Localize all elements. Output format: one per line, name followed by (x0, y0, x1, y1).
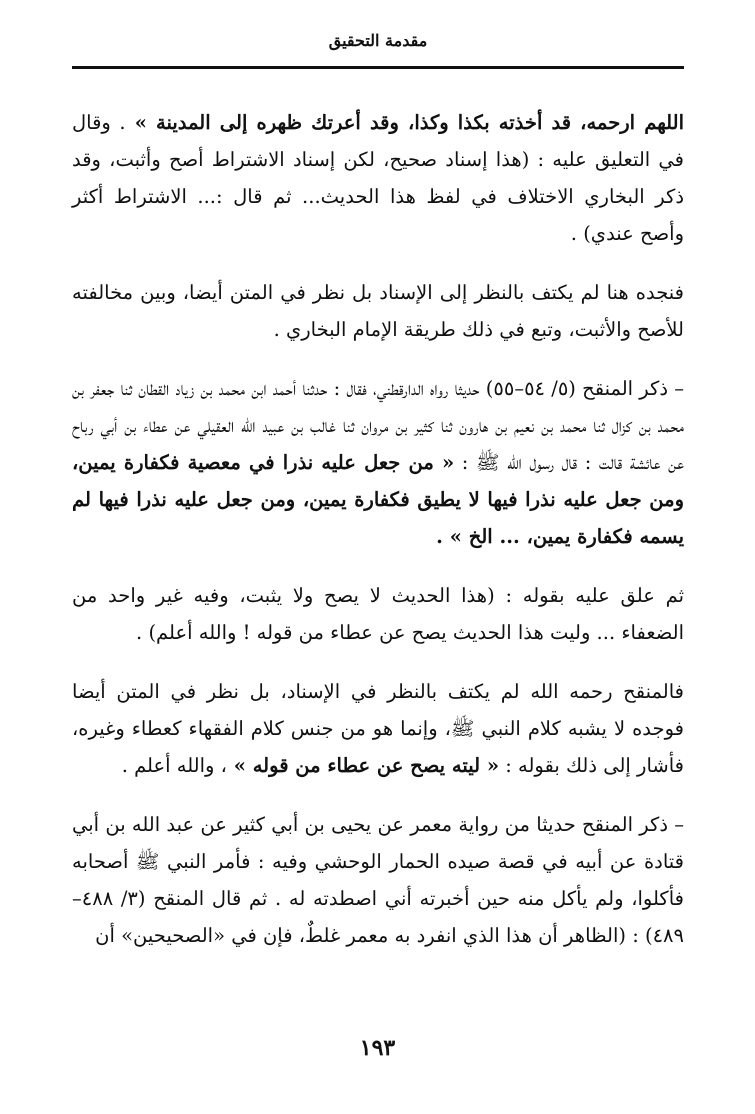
body-text: – ذكر المنقح حديثا من رواية معمر عن يحيى بن أبي كثير عن عبد الله بن أبي قتادة عن أبيه في قصة صيده الحمار الوحشي وفيه : فأمر النبي ﷺ أصحابه فأكلوا، ولم يأكل منه حين أخبرته أني اصطدته له . ثم قال المنقح (٣/ ٤٨٨–٤٨٩) : (الظاهر أن هذا الذي انفرد به معمر غلطٌ، فإن في «الصحيحين» أن (72, 813, 684, 947)
body-text: فنجده هنا لم يكتف بالنظر إلى الإسناد بل نظر في المتن أيضا، وبين مخالفته للأصح والأثبت، وتبع في ذلك طريقة الإمام البخاري . (72, 281, 684, 341)
body-text: فالمنقح رحمه الله لم يكتف بالنظر في الإسناد، بل نظر في المتن أيضا فوجده لا يشبه كلام النبي ﷺ، وإنما هو من جنس كلام الفقهاء كعطاء وغيره، فأشار إلى ذلك بقوله : (72, 680, 684, 777)
page-number: ١٩٣ (359, 1035, 396, 1061)
header-rule (72, 66, 684, 69)
body-text: . وقال في التعليق عليه : (هذا إسناد صحيح، لكن إسناد الاشتراط أصح وأثبت، وقد ذكر البخاري الاختلاف في لفظ هذا الحديث... ثم قال :... الاشتراط أكثر وأصح عندي) . (72, 111, 684, 245)
paragraph (72, 673, 684, 784)
paragraph (72, 370, 684, 555)
quoted-text: « من جعل عليه نذرا في معصية فكفارة يمين، ومن جعل عليه نذرا فيها لا يطيق فكفارة يمين، ومن جعل عليه نذرا فيها لم يسمه فكفارة يمين، ... الخ » . (72, 451, 684, 548)
quoted-text: اللهم ارحمه، قد أخذته بكذا وكذا، وقد أعرتك ظهره إلى المدينة » (125, 111, 684, 134)
quoted-text: « ليته يصح عن عطاء من قوله » (226, 754, 500, 777)
body-text: – ذكر المنقح (٥/ ٥٤–٥٥) حديثا رواه الدارقطني، فقال : حدثنا أحمد ابن محمد بن زياد القطان ثنا جعفر بن محمد بن كزال ثنا محمد بن نعيم بن هارون ثنا كثير بن مروان ثنا غالب بن عبيد الله العقيلي عن عطاء بن أبي رباح عن عائشة قالت : قال رسول الله ﷺ : (72, 377, 684, 474)
page-body (72, 104, 684, 976)
paragraph (72, 806, 684, 954)
running-header: مقدمة التحقيق (328, 31, 428, 50)
body-text: ، والله أعلم . (121, 754, 227, 777)
body-text: ثم علق عليه بقوله : (هذا الحديث لا يصح ولا يثبت، وفيه غير واحد من الضعفاء ... وليت هذا الحديث يصح عن عطاء من قوله ! والله أعلم) . (72, 584, 684, 644)
paragraph (72, 274, 684, 348)
paragraph (72, 104, 684, 252)
paragraph (72, 577, 684, 651)
